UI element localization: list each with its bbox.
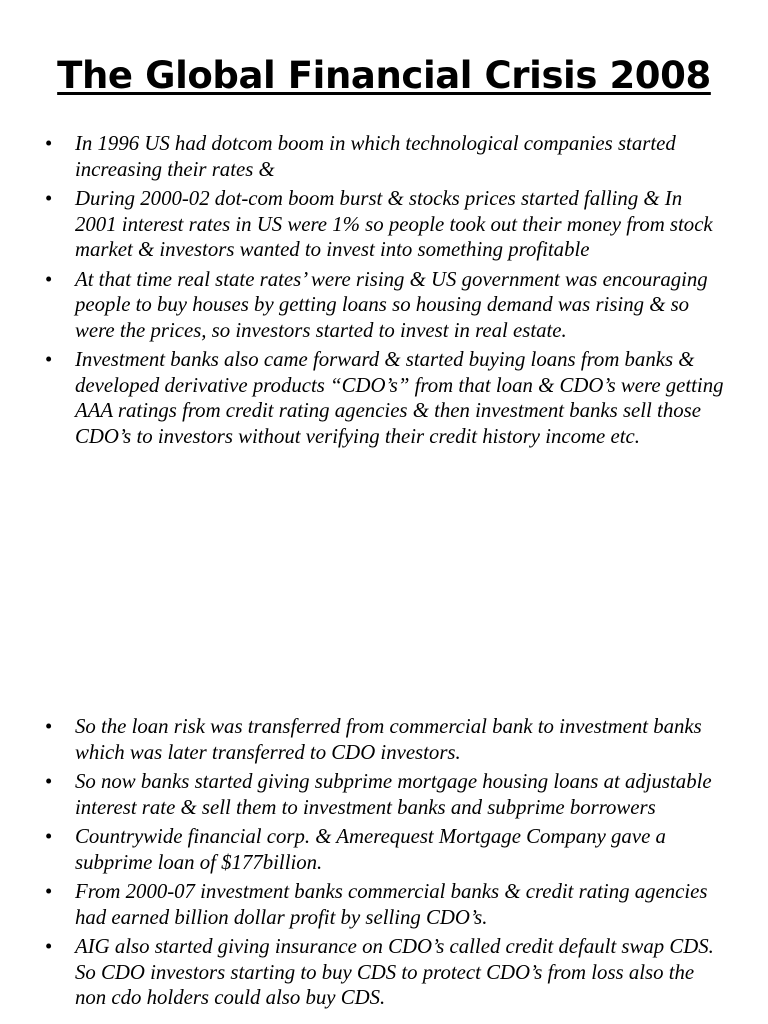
list-item — [0, 131, 768, 182]
list-item-text: Investment banks also came forward & started buying loans from banks & developed derivative products “CDO’s” from that loan & CDO’s were getting AAA ratings from credit rating agencies & then investment banks sell those CDO’s to investors without verifying their credit history income etc. — [75, 348, 724, 448]
list-item — [0, 186, 768, 263]
list-item-text: AIG also started giving insurance on CDO’s called credit default swap CDS. So CDO investors starting to buy CDS to protect CDO’s from loss also the non cdo holders could also buy CDS. — [75, 935, 714, 1009]
page-title: The Global Financial Crisis 2008 — [57, 54, 711, 97]
bullet-icon: • — [45, 267, 53, 291]
bullet-icon: • — [45, 825, 53, 848]
list-item-text: At that time real state rates’ were rising & US government was encouraging people to buy houses by getting loans so housing demand was rising & so were the prices, so investors started to invest in real estate. — [75, 267, 708, 342]
bullet-icon: • — [45, 770, 53, 793]
bullet-list-top — [0, 131, 768, 453]
list-item-text: During 2000-02 dot-com boom burst & stocks prices started falling & In 2001 interest rates in US were 1% so people took out their money from stock market & investors wanted to invest into something profitable — [75, 187, 713, 261]
bullet-icon: • — [45, 880, 53, 903]
list-item-text: In 1996 US had dotcom boom in which technological companies started increasing their rates & — [75, 132, 676, 181]
list-item — [0, 769, 768, 820]
list-item-text: From 2000-07 investment banks commercial banks & credit rating agencies had earned billion dollar profit by selling CDO’s. — [75, 880, 708, 929]
list-item-text: So now banks started giving subprime mortgage housing loans at adjustable interest rate & sell them to investment banks and subprime borrowers — [75, 770, 712, 819]
list-item-text: So the loan risk was transferred from commercial bank to investment banks which was later transferred to CDO investors. — [75, 715, 702, 764]
bullet-icon: • — [45, 935, 53, 958]
bullet-icon: • — [45, 187, 53, 210]
list-item — [0, 879, 768, 930]
list-item — [0, 267, 768, 344]
list-item-text: Countrywide financial corp. & Amerequest Mortgage Company gave a subprime loan of $177billion. — [75, 825, 666, 874]
bullet-icon: • — [45, 348, 53, 371]
bullet-icon: • — [45, 132, 53, 155]
bullet-icon: • — [45, 715, 53, 738]
list-item — [0, 934, 768, 1011]
list-item — [0, 347, 768, 449]
bullet-list-bottom — [0, 714, 768, 1015]
list-item — [0, 824, 768, 875]
list-item — [0, 714, 768, 765]
